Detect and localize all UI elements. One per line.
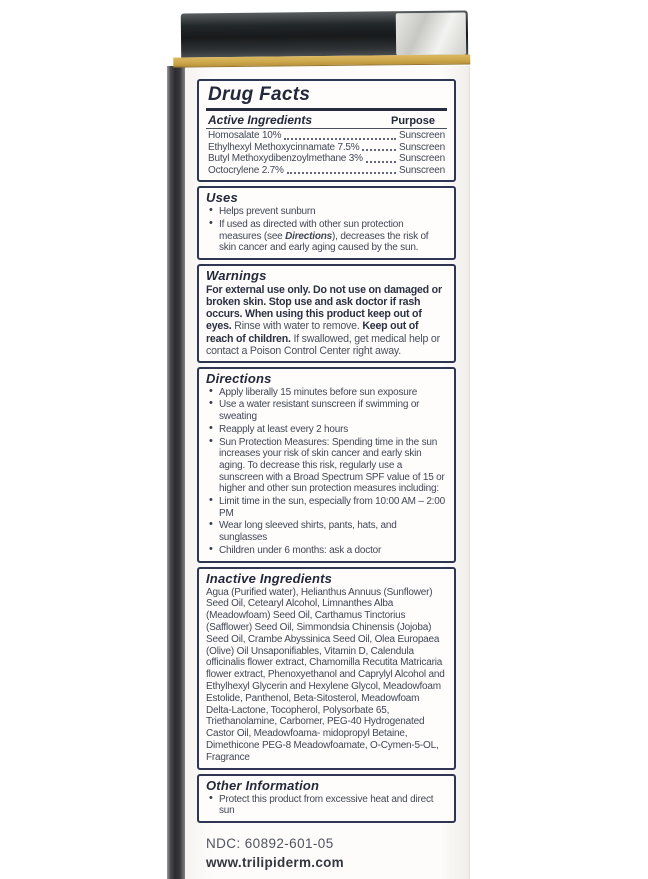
directions-bullet: • Children under 6 months: ask a doctor	[206, 545, 447, 557]
drug-facts-title: Drug Facts	[206, 83, 447, 111]
directions-bullet: • Sun Protection Measures: Spending time in the sun increases your risk of skin cancer and early skin aging. To decrease this risk, regularly use a sunscreen with a Broad Spectrum SPF value of 15 or higher and other sun protection measures including:	[206, 437, 447, 496]
uses-bullet-text: Helps prevent sunburn	[219, 206, 316, 218]
uses-bullet	[206, 206, 447, 218]
directions-bullet: • Limit time in the sun, especially from 10:00 AM – 2:00 PM	[206, 496, 447, 519]
box-top-edge	[179, 6, 469, 67]
active-ingredient-row	[206, 142, 447, 154]
directions-bullet: • Use a water resistant sunscreen if swimming or sweating	[206, 399, 447, 422]
directions-reference: Directions	[285, 230, 333, 242]
product-box	[167, 8, 470, 879]
directions-list	[206, 387, 447, 557]
warnings-title: Warnings	[206, 268, 267, 284]
warnings-text	[206, 284, 447, 357]
warnings-bold-text: For external use only. Do not use on damaged or broken skin. Stop use and ask doctor if rash occurs. When using this product keep out of eyes.	[206, 284, 442, 333]
website-url: www.trilipiderm.com	[206, 854, 344, 870]
directions-bullet: • Apply liberally 15 minutes before sun exposure	[206, 387, 447, 399]
directions-bullet: • Reapply at least every 2 hours	[206, 424, 447, 436]
active-ingredient-row	[206, 165, 447, 177]
purpose-label: Purpose	[390, 115, 435, 127]
box-side-edge	[167, 66, 185, 879]
box-front-panel	[185, 66, 470, 879]
ingredient-name: Ethylhexyl Methoxycinnamate 7.5%	[208, 141, 360, 153]
active-ingredients-label: Active Ingredients	[208, 113, 313, 127]
ingredient-purpose: Sunscreen	[398, 153, 445, 165]
warnings-regular-text: If swallowed, get medical help or contact a Poison Control Center right away.	[206, 332, 440, 357]
uses-bullet-text: ), decreases the risk of skin cancer and early aging caused by the sun.	[219, 230, 429, 254]
warnings-section	[197, 264, 456, 363]
other-information-title: Other Information	[206, 777, 320, 793]
other-information-bullet: • Protect this product from excessive heat and direct sun	[206, 794, 447, 817]
directions-section	[197, 367, 456, 563]
other-information-section	[197, 774, 456, 823]
uses-bullet-text: If used as directed with other sun protection measures (see	[219, 219, 404, 242]
uses-bullet	[206, 219, 447, 254]
uses-list	[206, 206, 447, 254]
warnings-regular-text: Rinse with water to remove.	[234, 320, 363, 333]
dotted-leader	[287, 172, 396, 174]
directions-title: Directions	[206, 370, 272, 386]
inactive-ingredients-title: Inactive Ingredients	[206, 570, 333, 586]
inactive-ingredients-text: Agua (Purified water), Helianthus Annuus (Sunflower) Seed Oil, Cetearyl Alcohol, Limnanthes Alba (Meadowfoam) Seed Oil, Carthamus Tinctorius (Safflower) Seed Oil, Simmondsia Chinensis (Jojoba) Seed Oil, Crambe Abyssinica Seed Oil, Olea Europaea (Olive) Oil Unsaponifiables, Vitamin D, Calendula officinalis flower extract, Chamomilla Recutita Matricaria flower extract, Phenoxyethanol and Caprylyl Alcohol and Ethylhexyl Glycerin and Hexylene Glycol, Meadowfoam Estolide, Panthenol, Beta-Sitosterol, Meadowfoam Delta-Lactone, Tocopherol, Polysorbate 65, Triethanolamine, Carbomer, PEG-40 Hydrogenated Castor Oil, Meadowfoama- midopropyl Betaine, Dimethicone PEG-8 Meadowfoamate, O-Cymen-5-OL, Fragrance	[206, 586, 445, 763]
dotted-leader	[366, 161, 396, 163]
warnings-bold-text: Keep out of reach of children.	[206, 320, 419, 345]
active-ingredients-header	[206, 112, 447, 129]
uses-section	[197, 186, 456, 260]
directions-bullet: • Wear long sleeved shirts, pants, hats, and sunglasses	[206, 520, 447, 543]
ingredient-purpose: Sunscreen	[398, 164, 445, 176]
inactive-ingredients-section	[197, 567, 456, 770]
uses-title: Uses	[206, 190, 238, 206]
active-ingredient-row	[206, 153, 447, 165]
ingredient-name: Octocrylene 2.7%	[208, 164, 284, 176]
foil-reflection	[396, 13, 466, 56]
dotted-leader	[362, 149, 396, 151]
ingredient-purpose: Sunscreen	[398, 141, 445, 153]
box-middle	[167, 66, 470, 879]
drug-facts-header-section	[197, 79, 456, 182]
ingredient-name: Butyl Methoxydibenzoylmethane 3%	[208, 153, 363, 165]
ingredient-purpose: Sunscreen	[398, 130, 445, 141]
other-information-list	[206, 794, 447, 817]
dotted-leader	[284, 138, 396, 140]
active-ingredient-row	[206, 130, 447, 142]
ndc-number: NDC: 60892-601-05	[206, 835, 334, 851]
ingredient-name: Homosalate 10%	[208, 130, 282, 141]
